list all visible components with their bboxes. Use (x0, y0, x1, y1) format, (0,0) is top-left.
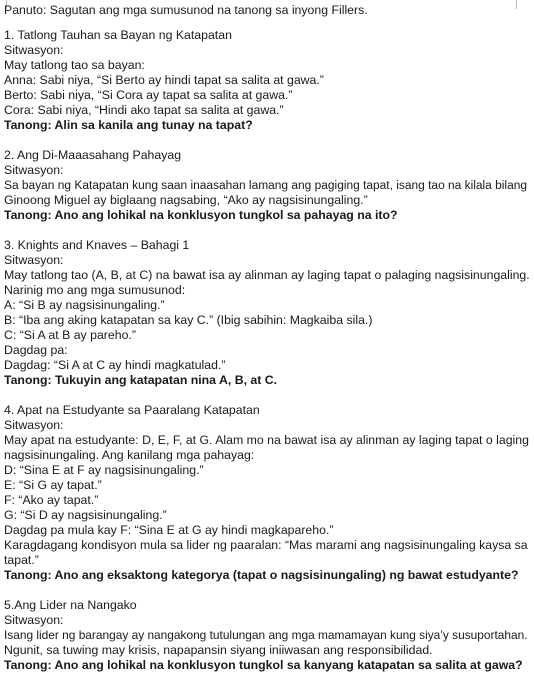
situation-line: Karagdagang kondisyon mula sa lider ng paaralan: “Mas marami ang nagsisinungaling kaysa sa (4, 538, 528, 552)
situation-line: F: “Ako ay tapat.” (4, 493, 99, 507)
situation-line: May tatlong tao sa bayan: (4, 58, 145, 72)
question-text: Tanong: Ano ang lohikal na konklusyon tungkol sa pahayag na ito? (4, 208, 398, 222)
situation-line: G: “Si D ay nagsisinungaling.” (4, 508, 167, 522)
section-title: 5.Ang Lider na Nangako (4, 598, 137, 612)
situation-line: E: “Si G ay tapat.” (4, 478, 102, 492)
section-5 (4, 598, 530, 673)
section-title: 3. Knights and Knaves – Bahagi 1 (4, 238, 190, 252)
situation-line: Isang lider ng barangay ay nangakong tutulungan ang mga mamamayan kung siya’y susuportahan. (4, 628, 528, 642)
section-title: 1. Tatlong Tauhan sa Bayan ng Katapatan (4, 28, 232, 42)
situation-line: nagsisinungaling. Ang kanilang mga pahayag: (4, 448, 255, 462)
situation-line: Dagdag pa: (4, 343, 68, 357)
section-title: 4. Apat na Estudyante sa Paaralang Katapatan (4, 403, 260, 417)
situation-line: May tatlong tao (A, B, at C) na bawat isa ay alinman ay laging tapat o palaging nagsisinungaling. (4, 268, 530, 282)
situation-label: Sitwasyon: (4, 613, 64, 627)
section-1 (4, 28, 530, 133)
instruction-text: Panuto: Sagutan ang mga sumusunod na tanong sa inyong Fillers. (4, 3, 368, 17)
situation-line: A: “Si B ay nagsisinungaling.” (4, 298, 165, 312)
section-3 (4, 238, 530, 388)
situation-line: Ginoong Miguel ay biglaang nagsabing, “Ako ay nagsisinungaling.” (4, 193, 368, 207)
question-text: Tanong: Ano ang eksaktong kategorya (tapat o nagsisinungaling) ng bawat estudyante? (4, 568, 519, 582)
situation-line: Anna: Sabi niya, “Si Berto ay hindi tapat sa salita at gawa.” (4, 73, 324, 87)
situation-line: May apat na estudyante: D, E, F, at G. Alam mo na bawat isa ay alinman ay laging tapat o laging (4, 433, 529, 447)
situation-line: Ngunit, sa tuwing may krisis, napapansin siyang iniiwasan ang responsibilidad. (4, 643, 433, 657)
question-text: Tanong: Tukuyin ang katapatan nina A, B, at C. (4, 373, 278, 387)
situation-line: D: “Sina E at F ay nagsisinungaling.” (4, 463, 204, 477)
situation-line: Dagdag: “Si A at C ay hindi magkatulad.” (4, 358, 226, 372)
situation-line: tapat.” (4, 553, 39, 567)
situation-label: Sitwasyon: (4, 418, 64, 432)
worksheet (4, 3, 530, 673)
question-text: Tanong: Alin sa kanila ang tunay na tapat? (4, 118, 253, 132)
situation-line: Dagdag pa mula kay F: “Sina E at G ay hindi magkapareho.” (4, 523, 334, 537)
section-4 (4, 403, 530, 583)
section-2 (4, 148, 530, 223)
situation-label: Sitwasyon: (4, 163, 64, 177)
question-text: Tanong: Ano ang lohikal na konklusyon tungkol sa kanyang katapatan sa salita at gawa? (4, 658, 523, 672)
situation-line: Cora: Sabi niya, “Hindi ako tapat sa salita at gawa.” (4, 103, 284, 117)
situation-label: Sitwasyon: (4, 43, 64, 57)
situation-line: Narinig mo ang mga sumusunod: (4, 283, 186, 297)
situation-label: Sitwasyon: (4, 253, 64, 267)
situation-line: C: “Si A at B ay pareho.” (4, 328, 136, 342)
section-title: 2. Ang Di-Maaasahang Pahayag (4, 148, 182, 162)
situation-line: Berto: Sabi niya, “Si Cora ay tapat sa salita at gawa.” (4, 88, 293, 102)
situation-line: Sa bayan ng Katapatan kung saan inaasahan lamang ang pagiging tapat, isang tao na kilala bilang (4, 178, 528, 192)
situation-line: B: “Iba ang aking katapatan sa kay C.” (Ibig sabihin: Magkaiba sila.) (4, 313, 373, 327)
